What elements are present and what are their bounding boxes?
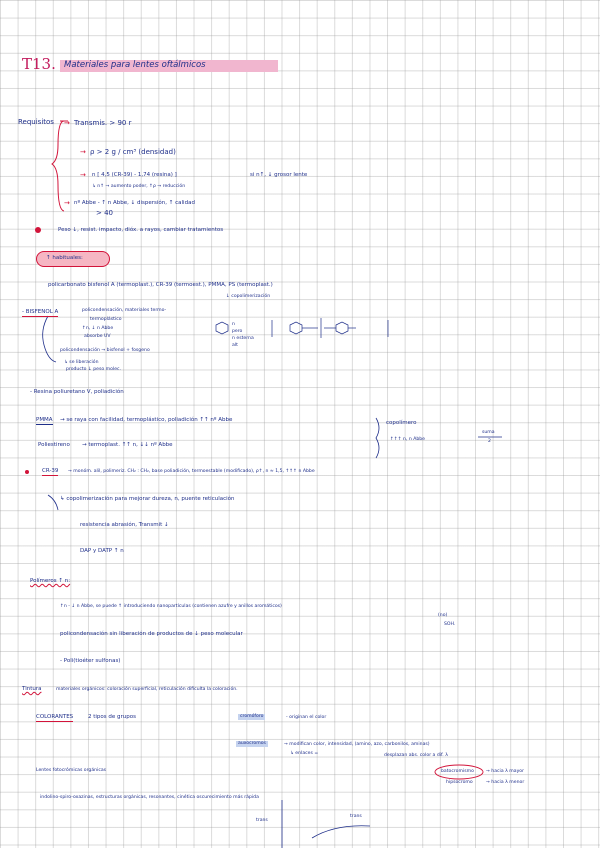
bisfenol-note-1: policondensación, materiales termo- bbox=[82, 308, 167, 313]
colorantes-label: COLORANTES bbox=[36, 714, 74, 720]
copolimerizacion-note: ↓ copolimerización bbox=[226, 294, 271, 299]
arrow-icon: → bbox=[64, 119, 70, 127]
requisito-item-1: Transmis. > 90 r bbox=[74, 119, 132, 127]
enlaces-note: ↳ enlaces = bbox=[290, 751, 319, 756]
formula-label-n: n bbox=[232, 322, 235, 327]
axis-label-trans-left: trans bbox=[256, 818, 268, 823]
auxocromos-tag: auxocromos bbox=[238, 741, 266, 746]
cr39-label: CR-39 bbox=[42, 468, 59, 474]
polimeros-line-3: - Poli(tioéter sulfonas) bbox=[60, 658, 121, 664]
requisito-item-2: ρ > 2 g / cm³ (densidad) bbox=[90, 148, 176, 156]
bisfenol-note-3: ↑n, ↓ n Abbe bbox=[82, 326, 114, 331]
arrow-icon: → bbox=[64, 199, 70, 207]
requisito-abbe-min: > 40 bbox=[96, 209, 113, 217]
copolimero-label: copolímero bbox=[386, 420, 417, 426]
pmma-line: → se raya con facilidad, termoplástico, poliadición ↑↑ nº Abbe bbox=[60, 417, 233, 423]
requisitos-label: Requisitos bbox=[18, 118, 54, 126]
requisito-item-3: n [ 4,5 (CR-39) - 1,74 (resina) ] bbox=[92, 172, 177, 178]
polimeros-line-2: policondensación sin liberación de productos de ↓ peso molecular bbox=[60, 631, 243, 637]
pmma-label: PMMA bbox=[36, 417, 53, 423]
poliestireno-line: → termoplast. ↑↑ n, ↓↓ nº Abbe bbox=[82, 442, 173, 448]
polimeros-paren-1: (no) bbox=[438, 613, 448, 618]
cr39-line-3: resistencia abrasión, Transmit ↓ bbox=[80, 522, 169, 528]
fraction-bottom: 2 bbox=[488, 439, 491, 444]
habituales-line: policarbonato bisfenol A (termoplast.), CR-39 (termoest.), PMMA, PS (termoplast.) bbox=[48, 282, 273, 288]
page-title-number: T13. bbox=[22, 55, 56, 73]
poliestireno-label: Poliestireno bbox=[38, 442, 70, 448]
requisito-abbe: nº Abbe - ↑ n Abbe, ↓ dispersión, ↑ calidad bbox=[74, 200, 195, 206]
arrow-icon: → bbox=[80, 171, 86, 179]
liberacion-line-1: ↳ se liberación bbox=[64, 360, 99, 365]
tintura-label: Tintura bbox=[22, 686, 42, 692]
batocromismo-label: batocromismo bbox=[441, 769, 474, 774]
page-title: Materiales para lentes oftálmicos bbox=[64, 60, 206, 70]
hipsocromo-label: hipsocromo bbox=[446, 780, 473, 785]
cr39-line-4: DAP y DATP ↑ n bbox=[80, 548, 124, 554]
lentes-line: indolino-spiro-oxazinas, estructuras orgánicas, resonantes, cinética oscurecimiento más rápida bbox=[40, 795, 259, 800]
requisito-poder: ↳ n↑ → aumento poder, ↑ρ → reducción bbox=[92, 184, 186, 189]
hipsocromo-desc: → hacia λ menor bbox=[486, 780, 525, 785]
desplazan-note: desplazan abs. color a dif. λ bbox=[384, 753, 448, 758]
axis-label-trans-right: trans bbox=[350, 814, 362, 819]
batocromismo-desc: → hacia λ mayor bbox=[486, 769, 524, 774]
bullet-dot bbox=[25, 470, 29, 474]
tintura-line: materiales orgánicos: coloración superficial, reticulación dificulta la coloración. bbox=[56, 687, 238, 692]
resina-line: - Resina poliuretano V, poliadición bbox=[30, 389, 124, 395]
peso-line: Peso ↓, resist. impacto, dióx. a rayos, cambiar tratamientos bbox=[58, 227, 224, 233]
copolimero-line: ↑↑↑ n, n Abbe bbox=[390, 437, 426, 442]
bisfenol-note-4: absorbe UV bbox=[84, 334, 111, 339]
fraction-top: suma bbox=[482, 430, 495, 435]
lentes-label: Lentes fotocrómicas orgánicas bbox=[36, 768, 107, 773]
cr39-line: → monóm. alil, polimeriz. CH₂ : CH₂, base poliadición, termoestable (modificado), ρ↑, n ≈ 1,5, ↑↑↑ n Abbe bbox=[68, 469, 315, 474]
arrow-icon: → bbox=[80, 148, 86, 156]
cromoforo-tag: cromóforo bbox=[240, 714, 264, 719]
formula-label-alt: alt bbox=[232, 343, 238, 348]
polimeros-label: Polímeros ↑ n: bbox=[30, 578, 71, 584]
formula-label-n-esterna: n esterna bbox=[232, 336, 254, 341]
habituales-label: ↑ habituales: bbox=[46, 255, 83, 261]
bisfenol-label: - BISFENOL A bbox=[22, 309, 59, 315]
polimeros-paren-2: SOH. bbox=[444, 622, 456, 627]
policondensacion-line: policondensación → bisfenol + fosgeno bbox=[60, 348, 150, 353]
auxocromos-desc: → modifican color, intensidad, (amino, azo, carbonilos, aminas) bbox=[284, 742, 430, 747]
polimeros-line-1: ↑n - ↓ n Abbe, se puede ↑ introduciendo nanopartículas (contienen azufre y anillos aromáticos) bbox=[60, 604, 282, 609]
cromoforo-desc: - originan el color bbox=[286, 715, 327, 720]
cr39-line-2: ↳ copolimerización para mejorar dureza, n, puente reticulación bbox=[60, 496, 235, 502]
liberacion-line-2: producto ↓ peso molec. bbox=[66, 367, 122, 372]
formula-label-pero: pero bbox=[232, 329, 243, 334]
bullet-dot bbox=[35, 227, 41, 233]
bisfenol-note-2: termoplástico bbox=[90, 317, 122, 322]
colorantes-text: 2 tipos de grupos bbox=[88, 714, 136, 720]
requisito-grosor: si n↑, ↓ grosor lente bbox=[250, 172, 308, 178]
